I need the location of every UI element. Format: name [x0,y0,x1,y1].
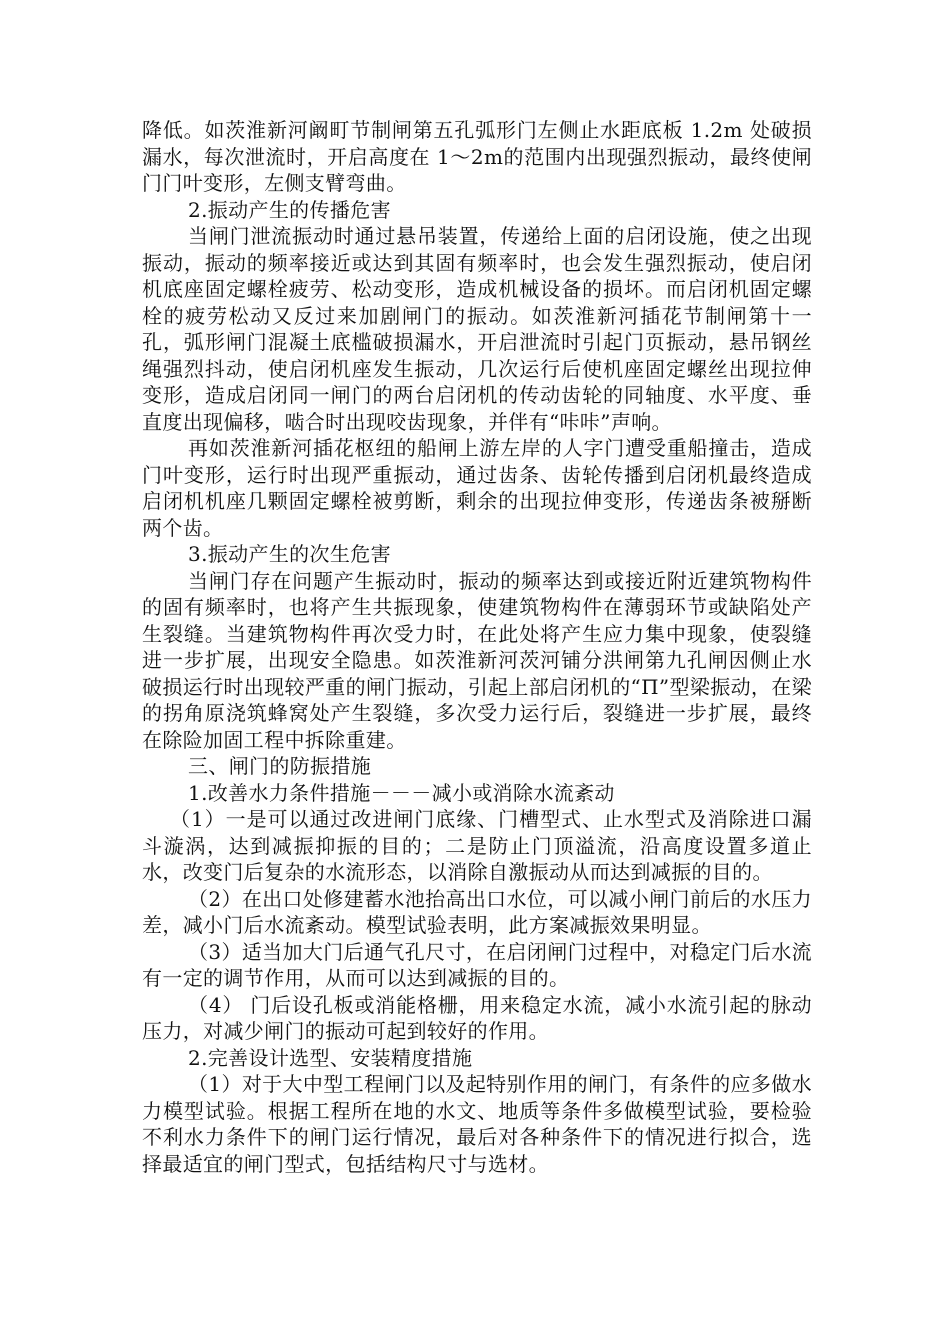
section-heading-vibration-propagation: 2.振动产生的传播危害 [188,197,391,222]
paragraph-secondary-hazard: 当闸门存在问题产生振动时，振动的频率达到或接近附近建筑物构件的固有频率时，也将产生共振现象，使建筑物构件在薄弱环节或缺陷处产生裂缝。当建筑物构件再次受力时，在此处将产生应力集中现象，使裂缝进一步扩展，出现安全隐患。如茨淮新河茨河铺分洪闸第九孔闸因侧止水破损运行时出现较严重的闸门振动，引起上部启闭机的“Π”型梁振动，在梁的拐角原浇筑蜂窝处产生裂缝，多次受力运行后，裂缝进一步扩展，最终在除险加固工程中拆除重建。 [142,568,812,752]
chapter-heading-anti-vibration: 三、闸门的防振措施 [188,754,372,778]
paragraph-lock-gate-example: 再如茨淮新河插花枢纽的船闸上游左岸的人字门遭受重船撞击，造成门叶变形，运行时出现严重振动，通过齿条、齿轮传播到启闭机最终造成启闭机机座几颗固定螺栓被剪断，剩余的出现拉伸变形，传递齿条被掰断两个齿。 [142,436,812,540]
section-heading-secondary-hazard: 3.振动产生的次生危害 [188,542,391,566]
section-heading-design-precision: 2.完善设计选型、安装精度措施 [188,1045,473,1070]
paragraph-measure-2: （2）在出口处修建蓄水池抬高出口水位，可以减小闸门前后的水压力差，减小门后水流紊动。模型试验表明，此方案减振效果明显。 [142,886,812,937]
paragraph-measure-3: （3）适当加大门后通气孔尺寸，在启闭闸门过程中，对稳定门后水流有一定的调节作用，从而可以达到减振的目的。 [142,939,812,990]
document-body [142,117,812,1177]
paragraph-continued: 降低。如茨淮新河阚町节制闸第五孔弧形门左侧止水距底板 1.2m 处破损漏水，每次泄流时，开启高度在 1～2m的范围内出现强烈振动，最终使闸门门叶变形，左侧支臂弯曲。 [142,118,812,195]
paragraph-measure-1: （1）一是可以通过改进闸门底缘、门槽型式、止水型式及消除进口漏斗漩涡，达到减振抑振的目的；二是防止门顶溢流，沿高度设置多道止水，改变门后复杂的水流形态，以消除自激振动从而达到减振的目的。 [142,807,812,884]
section-heading-hydraulic-measures: 1.改善水力条件措施－－－减小或消除水流紊动 [188,780,615,805]
paragraph-measure-4: （4） 门后设孔板或消能格栅，用来稳定水流，减小水流引起的脉动压力，对减少闸门的振动可起到较好的作用。 [142,992,812,1043]
paragraph-propagation-hazard: 当闸门泄流振动时通过悬吊装置，传递给上面的启闭设施，使之出现振动，振动的频率接近或达到其固有频率时，也会发生强烈振动，使启闭机底座固定螺栓疲劳、松动变形，造成机械设备的损坏。而启闭机固定螺栓的疲劳松动又反过来加剧闸门的振动。如茨淮新河插花节制闸第十一孔，弧形闸门混凝土底槛破损漏水，开启泄流时引起门页振动，悬吊钢丝绳强烈抖动，使启闭机座发生振动，几次运行后使机座固定螺丝出现拉伸变形，造成启闭同一闸门的两台启闭机的传动齿轮的同轴度、水平度、垂直度出现偏移，啮合时出现咬齿现象，并伴有“咔咔”声响。 [142,224,812,434]
paragraph-design-measure-1: （1）对于大中型工程闸门以及起特别作用的闸门，有条件的应多做水力模型试验。根据工程所在地的水文、地质等条件多做模型试验，要检验不利水力条件下的闸门运行情况，最后对各种条件下的情况进行拟合，选择最适宜的闸门型式，包括结构尺寸与选材。 [142,1072,812,1176]
